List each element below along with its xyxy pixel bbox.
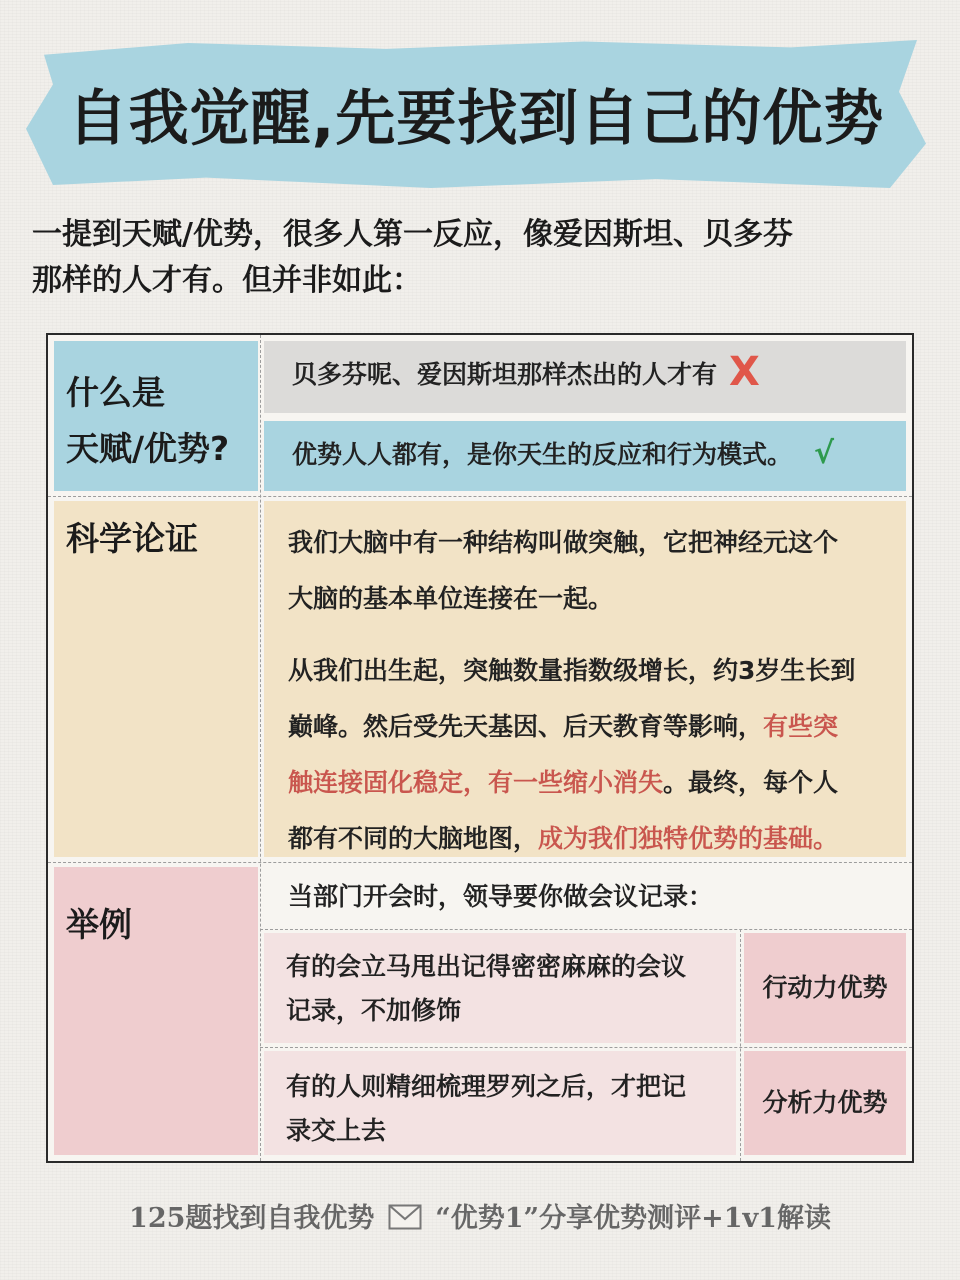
divider <box>48 496 912 497</box>
cross-icon: X <box>729 349 760 395</box>
section1-label-line1: 什么是 <box>66 373 165 412</box>
science-p2-line4: 都有不同的大脑地图，成为我们独特优势的基础。 <box>288 824 839 853</box>
footer-left-text: 125题找到自我优势 <box>129 1203 375 1234</box>
example2-text-cell <box>264 1051 736 1155</box>
envelope-icon <box>388 1204 422 1237</box>
intro-paragraph <box>32 212 932 304</box>
page-title: 自我觉醒,先要找到自己的优势 <box>67 84 885 154</box>
section1-wrong-cell <box>264 341 906 413</box>
science-p2-line3: 触连接固化稳定，有一些缩小消失。最终，每个人 <box>288 768 839 797</box>
divider <box>260 929 912 930</box>
section3-intro-cell <box>264 867 906 927</box>
section1-right-cell <box>264 421 906 491</box>
section1-label-line2: 天赋/优势? <box>66 429 230 468</box>
science-p2-line2: 巅峰。然后受先天基因、后天教育等影响，有些突 <box>288 712 839 741</box>
section1-label-cell <box>54 341 258 491</box>
highlight-text: 有些突 <box>763 712 839 741</box>
action-strength-label: 行动力优势 <box>762 973 888 1002</box>
science-p1-line1: 我们大脑中有一种结构叫做突触，它把神经元这个 <box>288 528 839 557</box>
example2-type-cell <box>744 1051 906 1155</box>
highlight-text: 成为我们独特优势的基础。 <box>538 824 839 853</box>
section2-label-cell <box>54 501 258 857</box>
footer <box>0 1196 960 1237</box>
divider <box>48 862 912 863</box>
example1-line1: 有的会立马甩出记得密密麻麻的会议 <box>286 952 687 981</box>
content-table <box>46 333 914 1163</box>
intro-line-2: 那样的人才有。但并非如此： <box>32 263 422 298</box>
highlight-text: 触连接固化稳定，有一些缩小消失 <box>288 768 664 797</box>
example-intro: 当部门开会时，领导要你做会议记录： <box>288 882 714 911</box>
divider <box>260 1047 912 1048</box>
right-statement: 优势人人都有，是你天生的反应和行为模式。 <box>292 440 793 469</box>
section3-label: 举例 <box>66 905 132 944</box>
example2-line2: 录交上去 <box>286 1116 387 1145</box>
section2-label: 科学论证 <box>66 519 198 558</box>
analysis-strength-label: 分析力优势 <box>762 1088 888 1117</box>
intro-line-1: 一提到天赋/优势，很多人第一反应，像爱因斯坦、贝多芬 <box>32 217 793 252</box>
title-banner <box>26 40 926 188</box>
science-p1-line2: 大脑的基本单位连接在一起。 <box>288 584 614 613</box>
example1-line2: 记录，不加修饰 <box>286 996 462 1025</box>
section2-body-cell <box>264 501 906 857</box>
check-icon: √ <box>814 436 835 471</box>
column-divider <box>260 335 261 1161</box>
column-divider <box>740 929 741 1161</box>
footer-right-text: “优势1”分享优势测评+1v1解读 <box>435 1203 831 1234</box>
example1-type-cell <box>744 933 906 1043</box>
example2-line1: 有的人则精细梳理罗列之后，才把记 <box>286 1072 687 1101</box>
example1-text-cell <box>264 933 736 1043</box>
wrong-statement: 贝多芬呢、爱因斯坦那样杰出的人才有 <box>292 360 718 389</box>
science-p2-line1: 从我们出生起，突触数量指数级增长，约3岁生长到 <box>288 656 856 685</box>
section3-label-cell <box>54 867 258 1155</box>
